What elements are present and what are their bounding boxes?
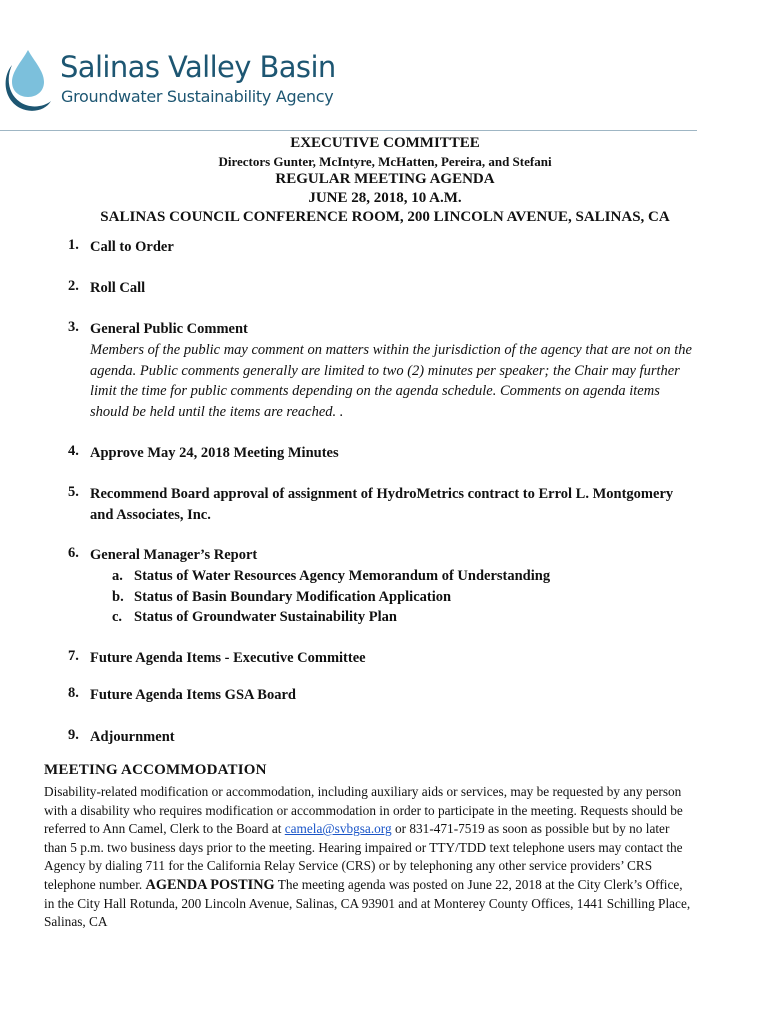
item-number: 4.	[68, 443, 79, 459]
agenda-posting-heading: AGENDA POSTING	[145, 876, 275, 893]
logo-subtitle: Groundwater Sustainability Agency	[61, 87, 334, 106]
agenda-item-approve-minutes	[68, 443, 728, 464]
item-description-line: agenda. Public comments generally are limited to two (2) minutes per speaker; the Chair may further	[90, 362, 680, 379]
item-number: 5.	[68, 484, 79, 500]
item-title: General Public Comment	[90, 321, 248, 337]
agenda-item-roll-call	[68, 278, 728, 299]
item-title: Call to Order	[90, 239, 174, 255]
item-number: 1.	[68, 237, 79, 253]
agenda-item-gm-report	[68, 545, 728, 628]
header-divider	[0, 130, 697, 131]
item-title: Roll Call	[90, 280, 146, 296]
sub-item	[112, 566, 728, 587]
accommodation-line	[44, 820, 734, 839]
agenda-item-public-comment	[68, 319, 728, 423]
item-number: 7.	[68, 648, 79, 664]
accommodation-text	[44, 783, 734, 932]
accommodation-text-segment: telephone number.	[44, 876, 146, 892]
sub-item	[112, 587, 728, 608]
accommodation-line: Disability-related modification or accommodation, including auxiliary aids or services, may be requested by any person	[44, 784, 682, 799]
sub-item-letter: b.	[112, 588, 124, 605]
agenda-item-future-exec	[68, 648, 728, 669]
accommodation-line: than 5 p.m. two business days prior to the meeting. Hearing impaired or TTY/TDD text telephone users may contact the	[44, 839, 683, 855]
item-description-line: Members of the public may comment on matters within the jurisdiction of the agency that are not on the	[90, 342, 692, 358]
logo-title: Salinas Valley Basin	[60, 50, 336, 84]
water-drop-icon	[4, 47, 52, 113]
sub-item-letter: c.	[112, 609, 123, 625]
sub-item-text: Status of Groundwater Sustainability Plan	[134, 609, 397, 625]
item-title-line: Recommend Board approval of assignment of HydroMetrics contract to Errol L. Montgomery	[90, 486, 674, 502]
item-title: Future Agenda Items GSA Board	[90, 687, 296, 703]
clerk-email-link[interactable]: camela@svbgsa.org	[284, 821, 392, 837]
sub-item-letter: a.	[112, 568, 123, 584]
item-title: General Manager’s Report	[90, 547, 258, 563]
agenda-item-future-board	[68, 685, 728, 706]
accommodation-line	[44, 876, 734, 895]
committee-title: EXECUTIVE COMMITTEE	[290, 135, 480, 151]
item-title-line: and Associates, Inc.	[90, 507, 211, 523]
item-number: 3.	[68, 319, 79, 335]
item-description-line: should be held until the items are reached. .	[90, 404, 344, 421]
item-number: 9.	[68, 727, 79, 743]
sub-item-text: Status of Basin Boundary Modification Application	[134, 588, 452, 605]
item-number: 6.	[68, 545, 79, 561]
accommodation-line: Salinas, CA	[44, 914, 108, 930]
agenda-item-hydrometrics-contract	[68, 484, 728, 526]
directors-list: Directors Gunter, McIntyre, McHatten, Pereira, and Stefani	[218, 154, 552, 169]
item-title: Future Agenda Items - Executive Committee	[90, 650, 366, 666]
sub-item-text: Status of Water Resources Agency Memorandum of Understanding	[134, 568, 551, 584]
meeting-header	[0, 134, 770, 227]
agenda-item-call-to-order	[68, 237, 728, 258]
meeting-location: SALINAS COUNCIL CONFERENCE ROOM, 200 LINCOLN AVENUE, SALINAS, CA	[100, 209, 670, 225]
item-title: Adjournment	[90, 729, 175, 745]
sub-item	[112, 607, 728, 628]
item-description-line: limit the time for public comments depending on the agenda schedule. Comments on agenda items	[90, 383, 660, 400]
agenda-type: REGULAR MEETING AGENDA	[275, 171, 495, 187]
accommodation-heading: MEETING ACCOMMODATION	[44, 762, 267, 778]
accommodation-text-segment: referred to Ann Camel, Clerk to the Board at	[44, 821, 285, 837]
accommodation-text-segment: The meeting agenda was posted on June 22, 2018 at the City Clerk’s Office,	[274, 876, 683, 892]
item-title: Approve May 24, 2018 Meeting Minutes	[90, 445, 339, 461]
accommodation-line: Agency by dialing 711 for the California Relay Service (CRS) or by telephoning any other service providers’ CRS	[44, 858, 653, 874]
item-number: 8.	[68, 685, 79, 701]
accommodation-text-segment: or 831-471-7519 as soon as possible but by no later	[391, 821, 670, 837]
meeting-date-time: JUNE 28, 2018, 10 A.M.	[308, 190, 462, 206]
item-number: 2.	[68, 278, 79, 294]
accommodation-line: in the City Hall Rotunda, 200 Lincoln Avenue, Salinas, CA 93901 and at Monterey County Offices, 1441 Schilling Place,	[44, 895, 691, 911]
agenda-item-adjournment	[68, 727, 728, 748]
accommodation-line: with a disability who requires modification or accommodation in order to participate in the meeting. Requests should be	[44, 802, 683, 818]
